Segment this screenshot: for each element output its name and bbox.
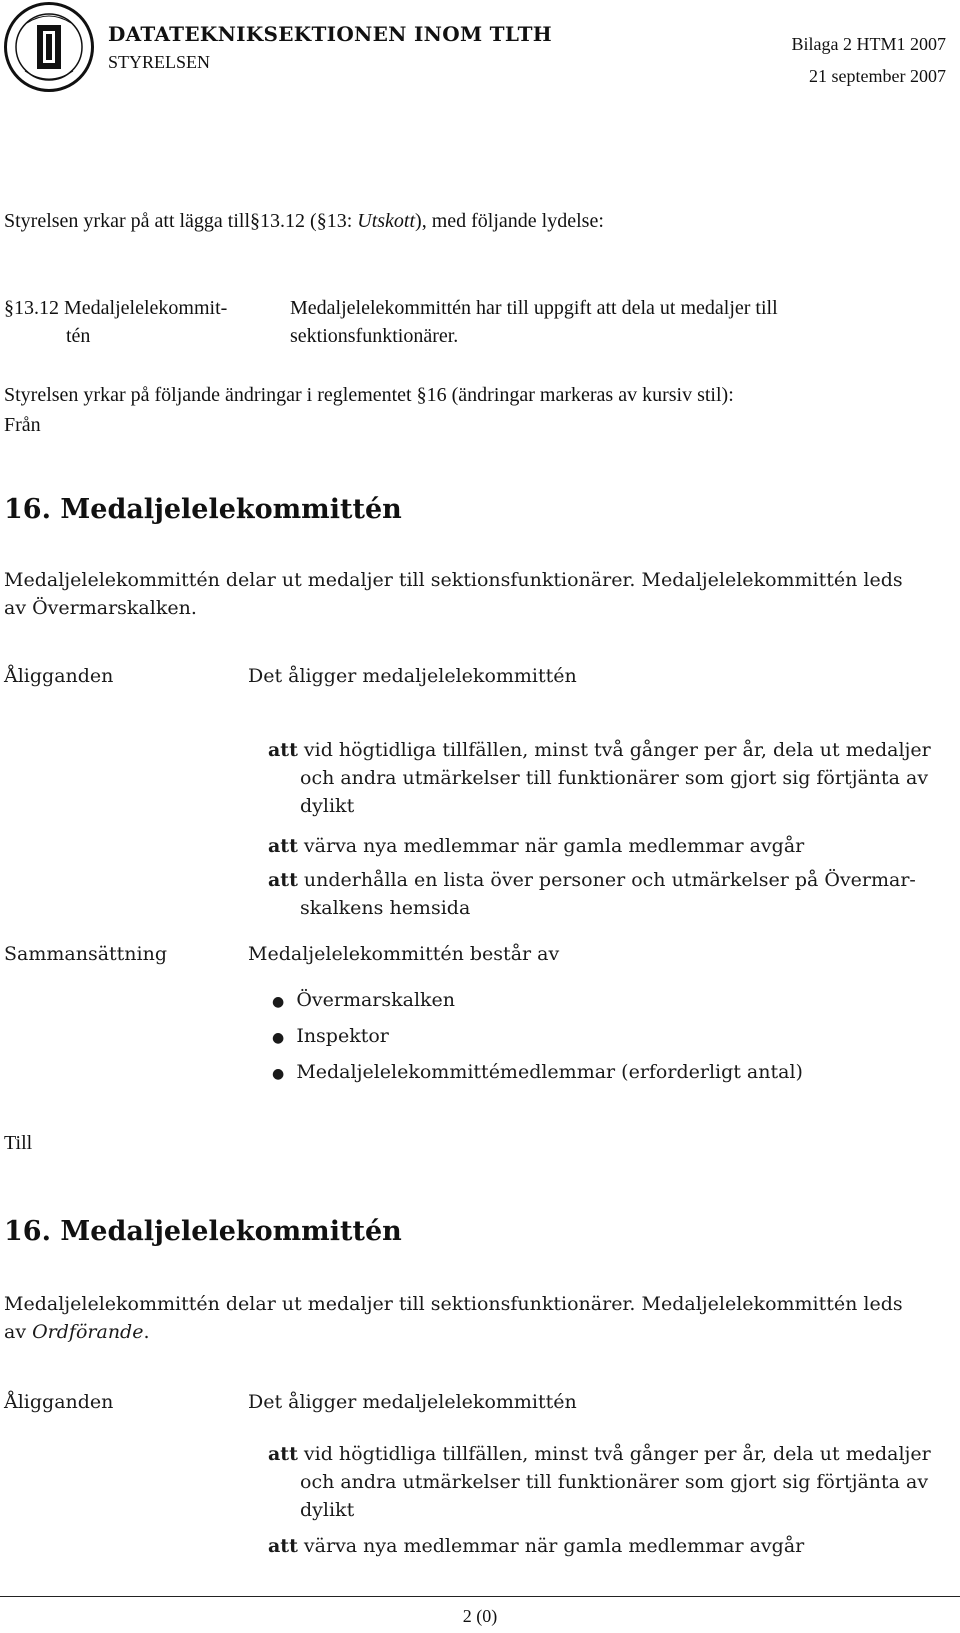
- duty-2-text: värva nya medlemmar när gamla medlemmar avgår: [303, 1535, 805, 1557]
- duty-1-line-3: dylikt: [300, 795, 355, 817]
- att-keyword: att: [268, 1443, 298, 1465]
- to-desc-end: .: [143, 1321, 150, 1343]
- bullet-icon: ●: [272, 994, 285, 1010]
- duty-1-line-3: dylikt: [300, 1499, 355, 1521]
- duty-1-line-1: vid högtidliga tillfällen, minst två gånger per år, dela ut medaljer: [303, 739, 931, 761]
- from-duty-3: [268, 866, 958, 922]
- to-label: Till: [4, 1132, 33, 1154]
- section-name-line-2: tén: [66, 325, 91, 347]
- to-desc-line-2: [4, 1318, 954, 1346]
- duty-3-line-1: underhålla en lista över personer och utmärkelser på Övermar-: [303, 869, 916, 891]
- to-desc-pre: av: [4, 1321, 33, 1343]
- to-desc-italic: Ordförande: [32, 1321, 144, 1343]
- member-item: [272, 1058, 803, 1088]
- bullet-icon: ●: [272, 1066, 285, 1082]
- to-duty-2: [268, 1532, 804, 1560]
- to-heading: 16. Medaljelelekommittén: [4, 1216, 402, 1247]
- from-desc-line-1: Medaljelelekommittén delar ut medaljer till sektionsfunktionärer. Medaljelelekommittén leds: [4, 569, 903, 591]
- seal-emblem: [7, 5, 91, 89]
- att-keyword: att: [268, 835, 298, 857]
- duty-1-line-1: vid högtidliga tillfällen, minst två gånger per år, dela ut medaljer: [303, 1443, 931, 1465]
- motion-add-end: ), med följande lydelse:: [415, 210, 604, 232]
- new-section-number-name: [4, 294, 274, 350]
- member-item: [272, 1022, 389, 1052]
- new-section-text: [290, 294, 950, 350]
- page-number: 2 (0): [462, 1606, 498, 1626]
- from-duties-label: Åligganden: [4, 665, 114, 687]
- member-label: Medaljelelekommittémedlemmar (erforderligt antal): [296, 1061, 803, 1083]
- duty-3-line-2: skalkens hemsida: [300, 897, 471, 919]
- duty-2-text: värva nya medlemmar när gamla medlemmar avgår: [303, 835, 805, 857]
- from-duties-intro: Det åligger medaljelelekommittén: [248, 665, 577, 687]
- from-desc-line-2: av Övermarskalken.: [4, 597, 197, 619]
- member-item: [272, 986, 455, 1016]
- board-name: STYRELSEN: [108, 52, 211, 72]
- member-label: Övermarskalken: [296, 989, 456, 1011]
- from-duty-2: [268, 832, 804, 860]
- organization-name: DATATEKNIKSEKTIONEN INOM TLTH: [108, 22, 552, 46]
- attachment-label: Bilaga 2 HTM1 2007: [791, 34, 946, 54]
- from-composition-intro: Medaljelelekommittén består av: [248, 943, 560, 965]
- motion-add-paragraph: [4, 206, 604, 236]
- section-text-line-2: sektionsfunktionärer.: [290, 325, 459, 347]
- att-keyword: att: [268, 869, 298, 891]
- section-name-line-1: §13.12 Medaljelelekommit-: [4, 297, 228, 319]
- to-duties-intro: Det åligger medaljelelekommittén: [248, 1391, 577, 1413]
- motion-change-text: Styrelsen yrkar på följande ändringar i reglementet §16 (ändringar markeras av kursiv stil):: [4, 384, 734, 406]
- duty-1-line-2: och andra utmärkelser till funktionärer som gjort sig förtjänta av: [300, 1471, 929, 1493]
- section-logo: [4, 2, 94, 92]
- from-label: Från: [4, 414, 41, 436]
- to-desc-line-1: Medaljelelekommittén delar ut medaljer till sektionsfunktionärer. Medaljelelekommittén leds: [4, 1293, 903, 1315]
- motion-add-italic: Utskott: [357, 210, 416, 232]
- from-description: [4, 566, 954, 622]
- from-duty-1: [268, 736, 958, 820]
- att-keyword: att: [268, 739, 298, 761]
- from-heading: 16. Medaljelelekommittén: [4, 494, 402, 525]
- bullet-icon: ●: [272, 1030, 285, 1046]
- header-meta: [792, 28, 947, 92]
- to-duties-label: Åligganden: [4, 1391, 114, 1413]
- member-label: Inspektor: [296, 1025, 389, 1047]
- from-composition-label: Sammansättning: [4, 943, 168, 965]
- att-keyword: att: [268, 1535, 298, 1557]
- to-duty-1: [268, 1440, 958, 1524]
- section-text-line-1: Medaljelelekommittén har till uppgift att dela ut medaljer till: [290, 297, 778, 319]
- footer-rule: [0, 1596, 960, 1597]
- duty-1-line-2: och andra utmärkelser till funktionärer som gjort sig förtjänta av: [300, 767, 929, 789]
- to-description: [4, 1290, 954, 1346]
- motion-change-paragraph: [4, 380, 734, 440]
- motion-add-text: Styrelsen yrkar på att lägga till§13.12 (§13:: [4, 210, 358, 232]
- document-date: 21 september 2007: [809, 66, 946, 86]
